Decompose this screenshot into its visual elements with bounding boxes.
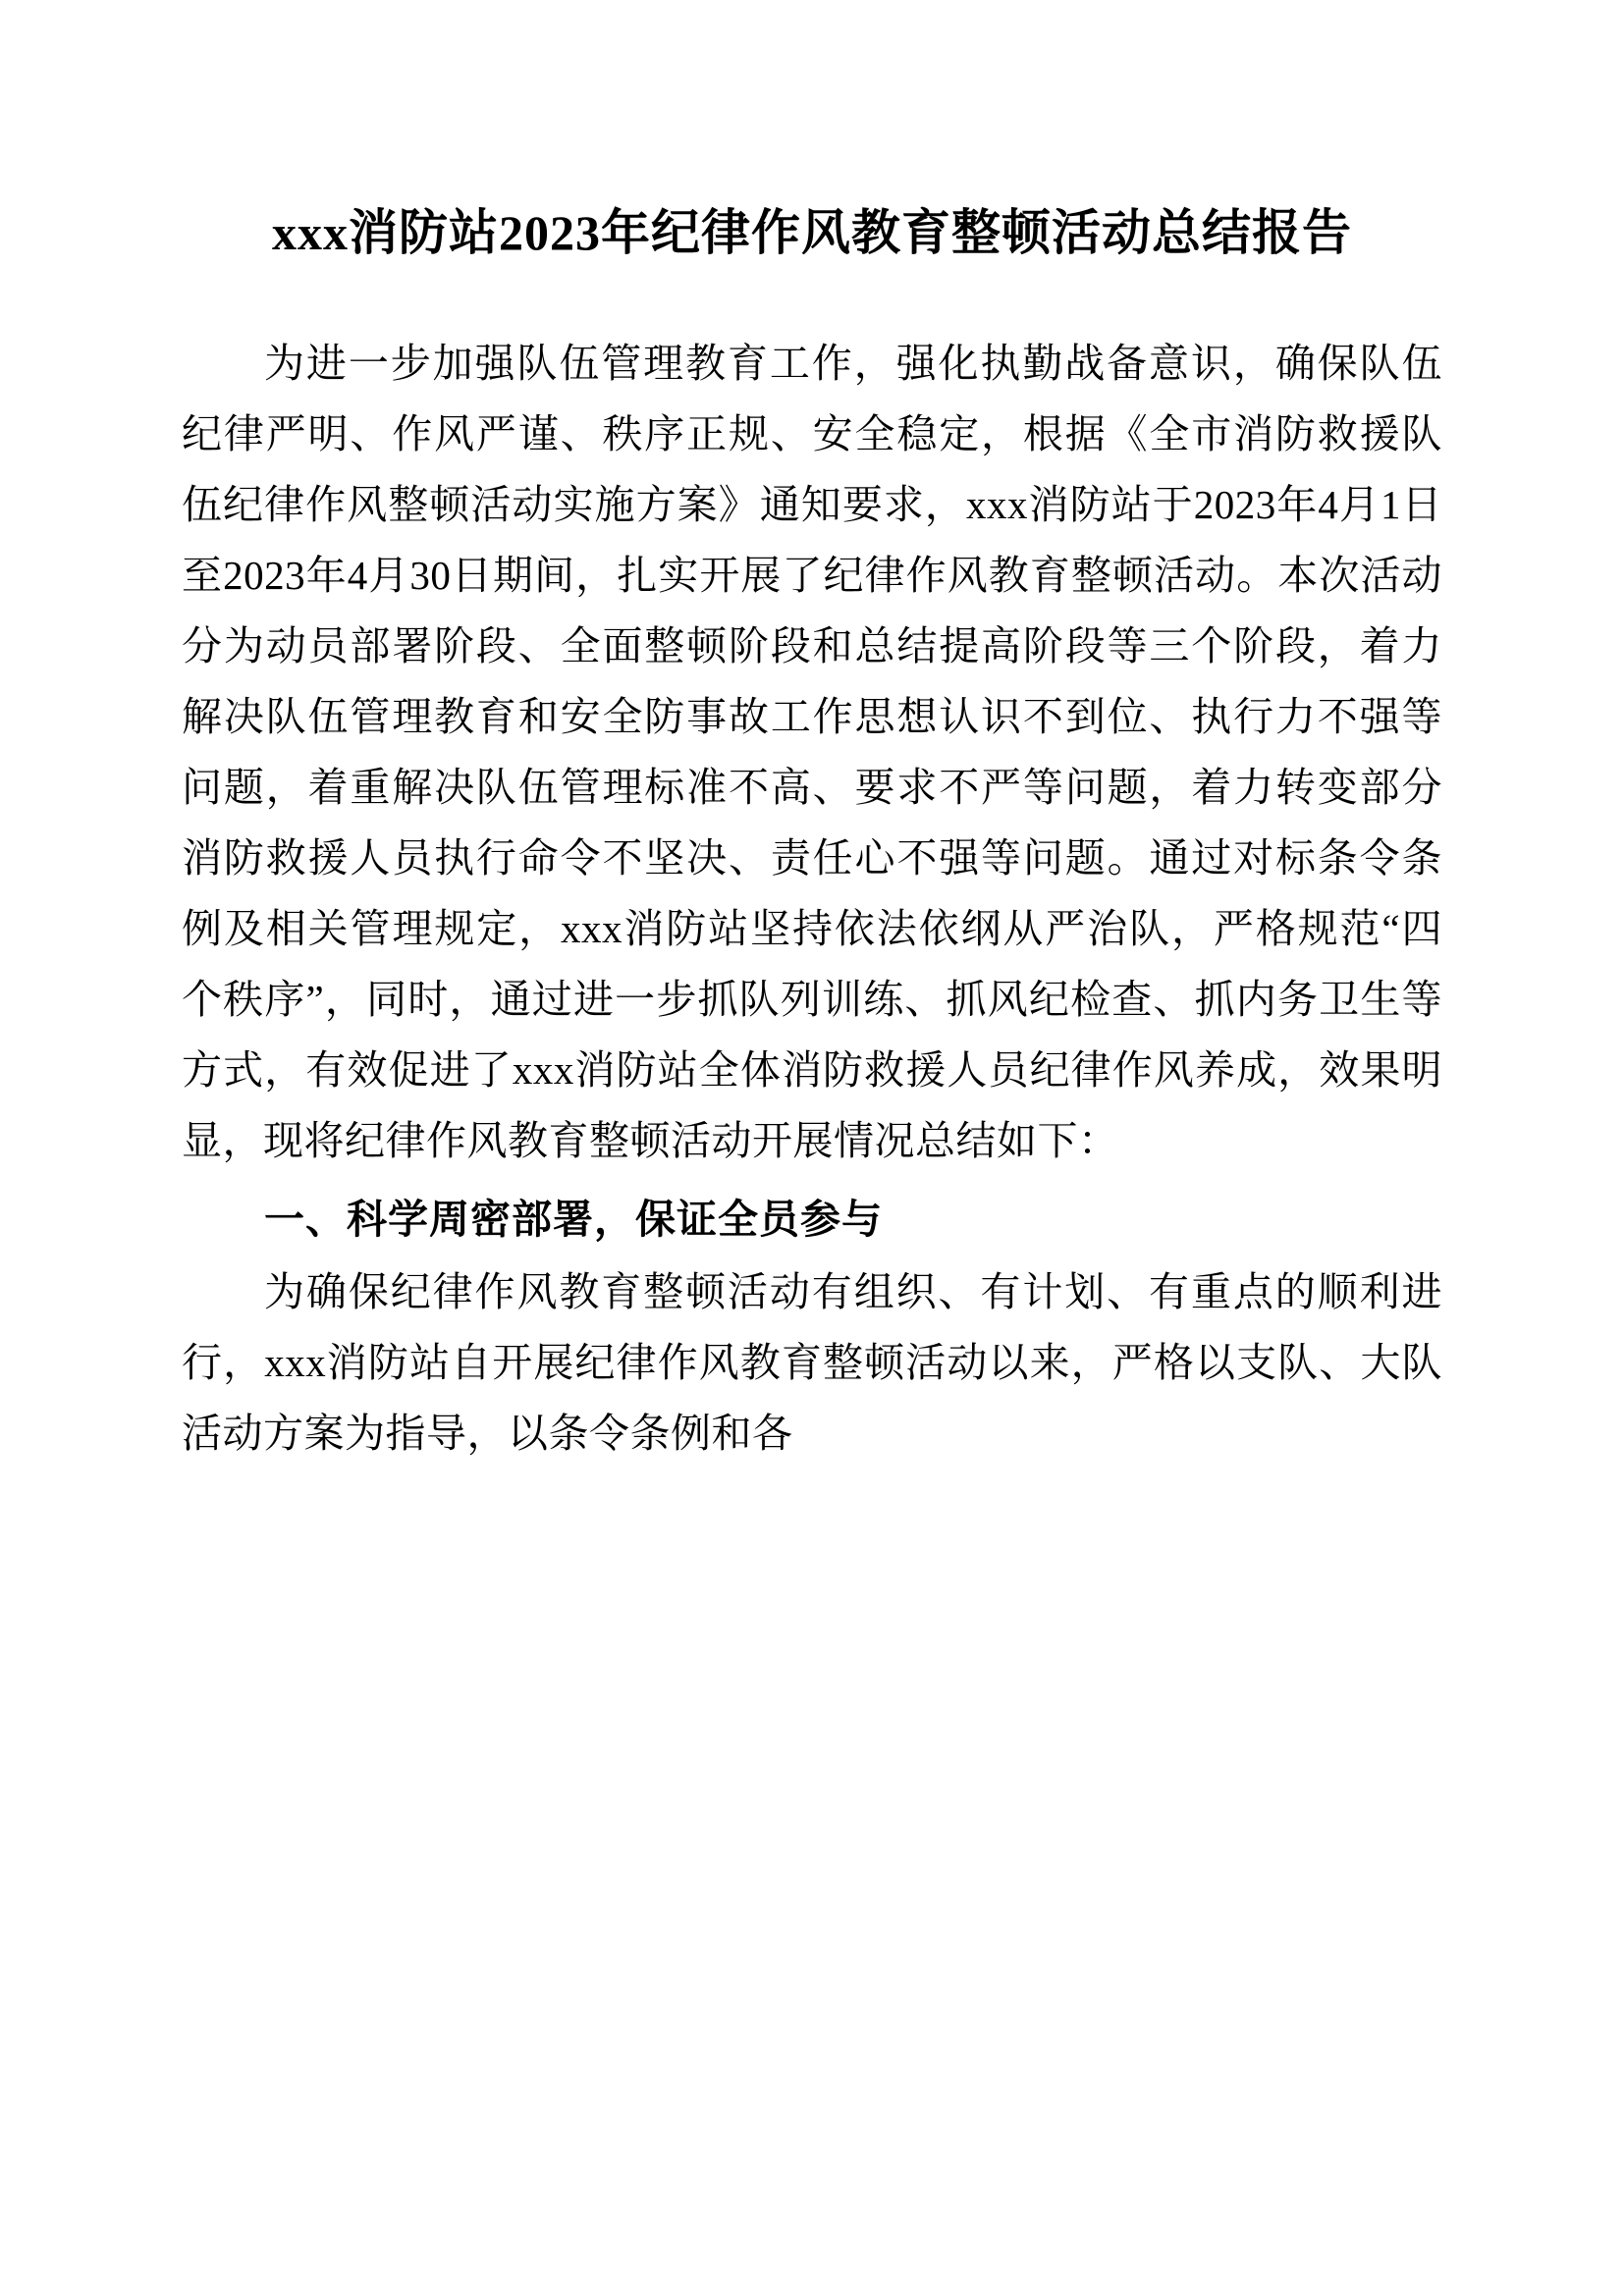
section-1-paragraph: 为确保纪律作风教育整顿活动有组织、有计划、有重点的顺利进行，xxx消防站自开展纪律作风教育整顿活动以来，严格以支队、大队活动方案为指导，以条令条例和各	[182, 1269, 1442, 1456]
page-title: xxx消防站2023年纪律作风教育整顿活动总结报告	[272, 205, 1352, 260]
intro-paragraph: 为进一步加强队伍管理教育工作，强化执勤战备意识，确保队伍纪律严明、作风严谨、秩序正规、安全稳定，根据《全市消防救援队伍纪律作风整顿活动实施方案》通知要求，xxx消防站于2023年4月1日至2023年4月30日期间，扎实开展了纪律作风教育整顿活动。本次活动分为动员部署阶段、全面整顿阶段和总结提高阶段等三个阶段，着力解决队伍管理教育和安全防事故工作思想认识不到位、执行力不强等问题，着重解决队伍管理标准不高、要求不严等问题，着力转变部分消防救援人员执行命令不坚决、责任心不强等问题。通过对标条令条例及相关管理规定，xxx消防站坚持依法依纲从严治队，严格规范“四个秩序”，同时，通过进一步抓队列训练、抓风纪检查、抓内务卫生等方式，有效促进了xxx消防站全体消防救援人员纪律作风养成，效果明显，现将纪律作风教育整顿活动开展情况总结如下：	[182, 341, 1442, 1163]
section-heading-1: 一、科学周密部署，保证全员参与	[264, 1197, 883, 1242]
